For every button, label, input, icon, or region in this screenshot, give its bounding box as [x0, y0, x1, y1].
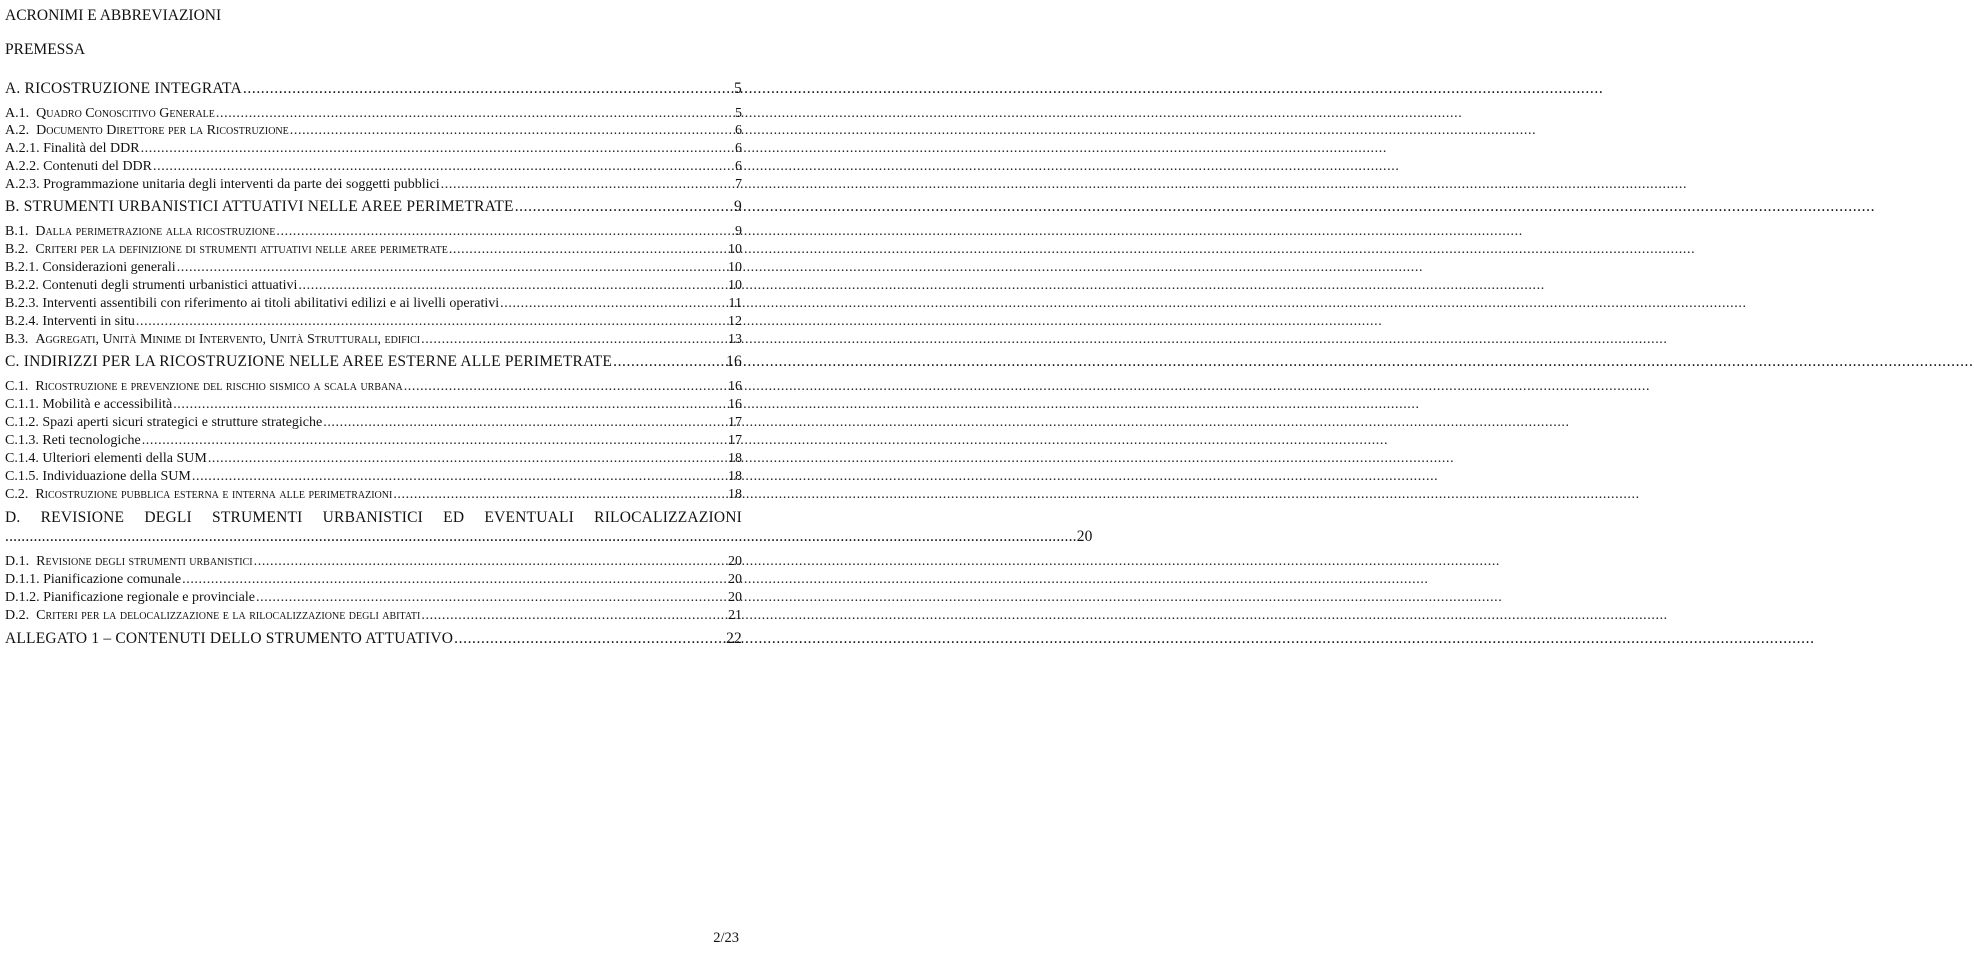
toc-entry-c2[interactable]: C.2. Ricostruzione pubblica esterna e interna alle perimetrazioni ..... 18	[5, 487, 742, 505]
toc-entry-a1[interactable]: A.1. Quadro Conoscitivo Generale ..... 5	[5, 106, 742, 123]
toc-entry-c12[interactable]: C.1.2. Spazi aperti sicuri strategici e strutture strategiche ..... 17	[5, 415, 742, 433]
toc-entry-a22[interactable]: A.2.2. Contenuti del DDR ..... 6	[5, 159, 742, 177]
toc-entry-c11[interactable]: C.1.1. Mobilità e accessibilità ..... 16	[5, 397, 742, 415]
toc-entry-b3[interactable]: B.3. Aggregati, Unità Minime di Intervento, Unità Strutturali, edifici ..... 13	[5, 332, 742, 350]
toc-entry-d1[interactable]: D.1. Revisione degli strumenti urbanistici ..... 20	[5, 554, 742, 572]
toc-entry-d2[interactable]: D.2. Criteri per la delocalizzazione e la rilocalizzazione degli abitati ..... 21	[5, 608, 742, 626]
toc-entry-c1[interactable]: C.1. Ricostruzione e prevenzione del rischio sismico a scala urbana ..... 16	[5, 379, 742, 397]
toc-entry-a[interactable]: A. RICOSTRUZIONE INTEGRATA ..... 5	[5, 80, 742, 100]
toc-acronimi: ACRONIMI E ABBREVIAZIONI	[5, 7, 222, 24]
toc-entry-d11[interactable]: D.1.1. Pianificazione comunale ..... 20	[5, 572, 742, 590]
toc-entry-c[interactable]: C. INDIRIZZI PER LA RICOSTRUZIONE NELLE AREE ESTERNE ALLE PERIMETRATE ..... 16	[5, 353, 742, 373]
toc-entry-d12[interactable]: D.1.2. Pianificazione regionale e provinciale ..... 20	[5, 590, 742, 608]
toc-entry-b[interactable]: B. STRUMENTI URBANISTICI ATTUATIVI NELLE AREE PERIMETRATE ..... 9	[5, 198, 742, 218]
toc-entry-a2[interactable]: A.2. Documento Direttore per la Ricostruzione ..... 6	[5, 123, 742, 141]
toc-entry-b21[interactable]: B.2.1. Considerazioni generali ..... 10	[5, 260, 742, 278]
toc-entry-b23[interactable]: B.2.3. Interventi assentibili con riferimento ai titoli abilitativi edilizi e ai livelli operativi ..... 11	[5, 296, 742, 314]
toc-entry-b22[interactable]: B.2.2. Contenuti degli strumenti urbanistici attuativi ..... 10	[5, 278, 742, 296]
toc-entry-c15[interactable]: C.1.5. Individuazione della SUM ..... 18	[5, 469, 742, 487]
toc-entry-a21[interactable]: A.2.1. Finalità del DDR ..... 6	[5, 141, 742, 159]
toc-entry-allegato[interactable]: ALLEGATO 1 – CONTENUTI DELLO STRUMENTO ATTUATIVO ..... 22	[5, 630, 742, 650]
toc-entry-c13[interactable]: C.1.3. Reti tecnologiche ..... 17	[5, 433, 742, 451]
toc-entry-b1[interactable]: B.1. Dalla perimetrazione alla ricostruzione ..... 9	[5, 224, 742, 242]
toc-entry-a23[interactable]: A.2.3. Programmazione unitaria degli interventi da parte dei soggetti pubblici ..... 7	[5, 177, 742, 195]
toc-entry-c14[interactable]: C.1.4. Ulteriori elementi della SUM ..... 18	[5, 451, 742, 469]
table-of-contents	[5, 6, 1093, 650]
toc-entry-b2[interactable]: B.2. Criteri per la definizione di strumenti attuativi nelle aree perimetrate ..... 10	[5, 242, 742, 260]
toc-premessa: PREMESSA	[5, 41, 86, 58]
toc-entry-d[interactable]: D. REVISIONE DEGLI STRUMENTI URBANISTICI ED EVENTUALI RILOCALIZZAZIONI ....................................................................................................................................................................................................................................................................... 20	[5, 509, 1093, 545]
toc-entry-b24[interactable]: B.2.4. Interventi in situ ..... 12	[5, 314, 742, 332]
page-number: 2/23	[713, 930, 739, 946]
